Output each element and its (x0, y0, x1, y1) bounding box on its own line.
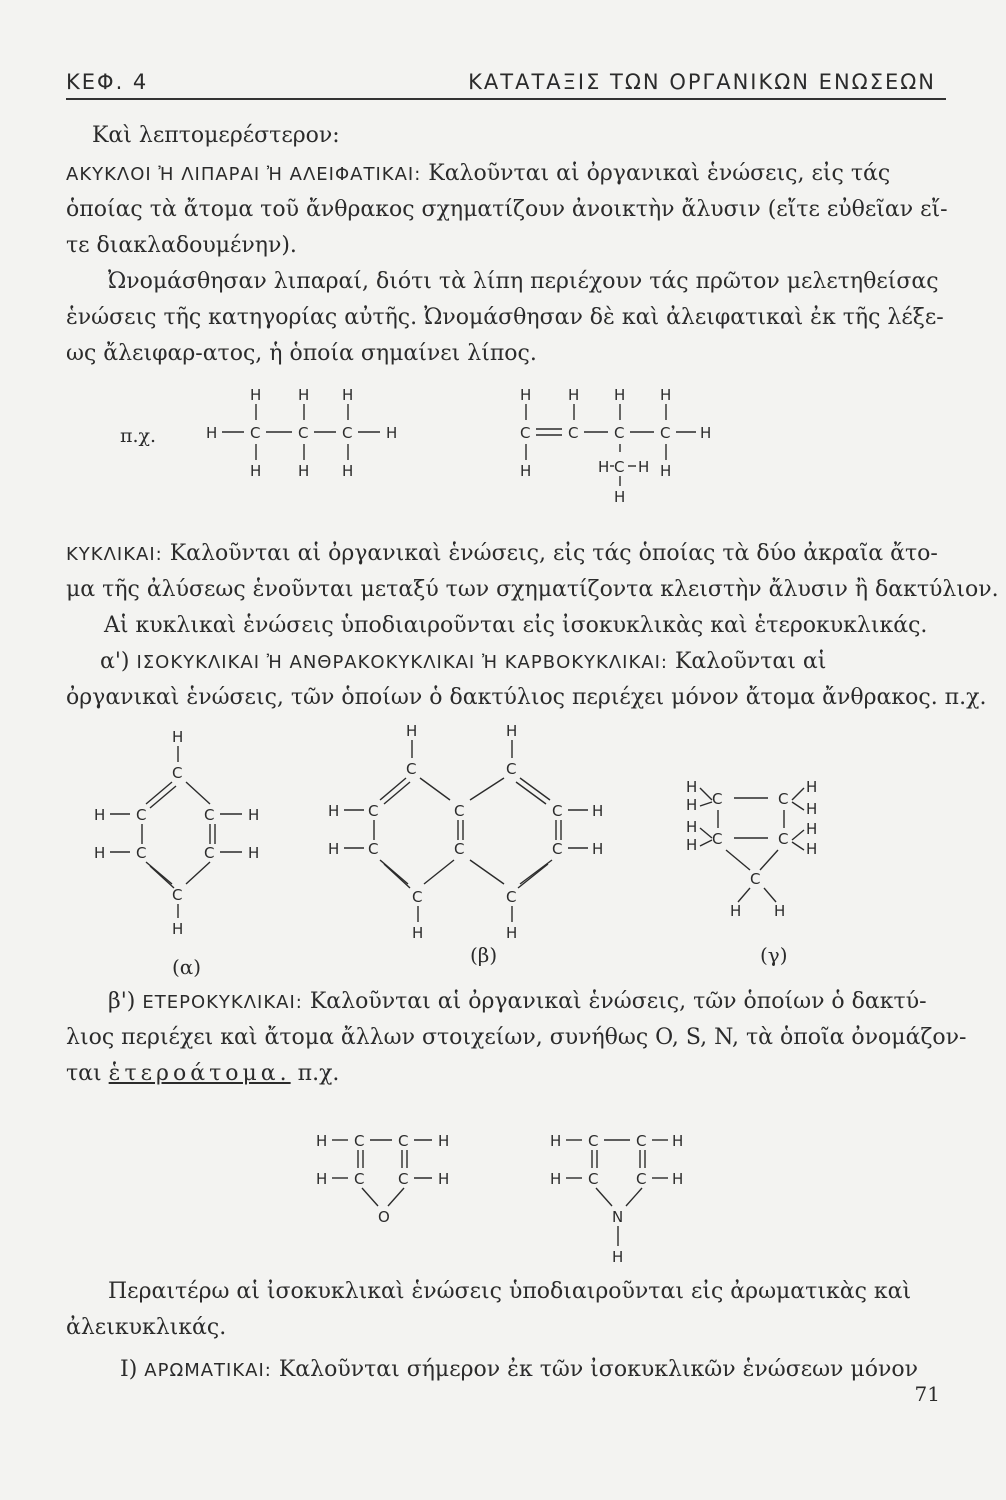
svg-text:H: H (438, 1132, 450, 1150)
page-number: 71 (914, 1382, 940, 1406)
svg-text:H: H (438, 1170, 450, 1188)
svg-text:C: C (506, 888, 517, 906)
benzene-formula (80, 720, 290, 950)
svg-text:H: H (592, 840, 604, 858)
svg-text:H: H (412, 924, 424, 942)
svg-text:C: C (506, 760, 517, 778)
svg-text:H: H (342, 462, 354, 480)
svg-text:N: N (612, 1208, 624, 1226)
svg-text:H: H (316, 1132, 328, 1150)
svg-text:H: H (672, 1132, 684, 1150)
cyclic-heading: ΚΥΚΛΙΚΑΙ: (66, 544, 163, 565)
svg-text:C: C (368, 840, 379, 858)
svg-text:H: H (506, 924, 518, 942)
svg-text:H: H (328, 840, 340, 858)
cyclo-formula (680, 770, 850, 930)
propane-atoms (206, 386, 397, 480)
pyrrole-formula (530, 1122, 710, 1272)
svg-text:C: C (712, 830, 723, 848)
svg-text:H: H (686, 796, 698, 814)
svg-text:H: H (672, 1170, 684, 1188)
isocyclic-line-1 (100, 648, 826, 677)
svg-text:C: C (398, 1132, 409, 1150)
further-line-3 (120, 1356, 918, 1385)
svg-text:H: H (660, 386, 672, 404)
svg-text:C: C (750, 870, 761, 888)
svg-text:C: C (298, 424, 309, 442)
svg-text:C: C (588, 1170, 599, 1188)
svg-text:C: C (568, 424, 579, 442)
chapter-title: ΚΑΤΑΤΑΞΙΣ ΤΩΝ ΟΡΓΑΝΙΚΩΝ ΕΝΩΣΕΩΝ (468, 70, 936, 94)
aromatic-heading: ΑΡΩΜΑΤΙΚΑΙ: (144, 1360, 272, 1381)
svg-text:C: C (778, 830, 789, 848)
svg-text:H: H (316, 1170, 328, 1188)
cyclic-line-2: μα τῆς ἀλύσεως ἑνοῦνται μεταξύ των σχηματίζοντα κλειστὴν ἄλυσιν ἢ δακτύλιον. (66, 577, 999, 602)
intro-line: Καὶ λεπτομερέστερον: (92, 123, 340, 148)
svg-text:H: H (730, 902, 742, 920)
svg-text:C: C (412, 888, 423, 906)
cyclic-line-1-text: Καλοῦνται αἱ ὀργανικαὶ ἑνώσεις, εἰς τάς ὁποίας τὰ δύο ἀκραῖα ἄτο- (169, 541, 938, 566)
svg-text:C: C (398, 1170, 409, 1188)
svg-text:C: C (614, 458, 625, 476)
svg-text:H: H (686, 836, 698, 854)
svg-text:H: H (298, 462, 310, 480)
caption-a: (α) (172, 955, 202, 979)
svg-text:C: C (454, 802, 465, 820)
svg-text:H: H (806, 778, 818, 796)
svg-text:H: H (638, 458, 650, 476)
svg-text:C: C (368, 802, 379, 820)
svg-text:H: H (806, 800, 818, 818)
acyclic-line-4: Ὠνομάσθησαν λιπαραί, διότι τὰ λίπη περιέχουν τάς πρῶτον μελετηθείσας (108, 269, 939, 294)
branched-alkene-formula (500, 380, 740, 510)
svg-text:C: C (250, 424, 261, 442)
svg-text:H: H (614, 488, 626, 506)
svg-text:C: C (588, 1132, 599, 1150)
svg-text:C: C (552, 802, 563, 820)
svg-text:C: C (552, 840, 563, 858)
propane-formula (190, 380, 430, 490)
svg-text:C: C (172, 764, 183, 782)
svg-text:C: C (354, 1170, 365, 1188)
svg-text:H: H (686, 818, 698, 836)
heterocyclic-line-3 (66, 1060, 339, 1088)
svg-text:C: C (614, 424, 625, 442)
acyclic-line-6: ως ἄλειφαρ-ατος, ἡ ὁποία σημαίνει λίπος. (66, 341, 537, 366)
acyclic-line-3: τε διακλαδουμένην). (66, 233, 297, 258)
svg-text:C: C (520, 424, 531, 442)
svg-text:H: H (686, 778, 698, 796)
svg-text:H: H (248, 806, 260, 824)
isocyclic-heading: ΙΣΟΚΥΚΛΙΚΑΙ Ἠ ΑΝΘΡΑΚΟΚΥΚΛΙΚΑΙ Ἠ ΚΑΡΒΟΚΥΚΛΙΚΑΙ: (136, 652, 668, 673)
svg-text:H: H (386, 424, 398, 442)
heterocyclic-heading: ΕΤΕΡΟΚΥΚΛΙΚΑΙ: (142, 992, 303, 1013)
aromatic-label: Ι) (120, 1357, 138, 1382)
acyclic-line-2: ὁποίας τὰ ἄτομα τοῦ ἄνθρακος σχηματίζουν ἀνοικτὴν ἄλυσιν (εἴτε εὐθεῖαν εἴ- (66, 197, 948, 222)
svg-text:H: H (774, 902, 786, 920)
heterocyclic-line-3-pre: ται (66, 1061, 102, 1086)
svg-text:C: C (354, 1132, 365, 1150)
svg-text:C: C (136, 806, 147, 824)
heterocyclic-line-1 (108, 988, 927, 1017)
further-line-2: ἀλεικυκλικάς. (66, 1315, 227, 1340)
furan-formula (300, 1122, 480, 1242)
svg-text:C: C (172, 886, 183, 904)
svg-text:C: C (636, 1132, 647, 1150)
svg-text:H: H (506, 722, 518, 740)
isocyclic-line-2: ὀργανικαὶ ἑνώσεις, τῶν ὁποίων ὁ δακτύλιος περιέχει μόνον ἄτομα ἄνθρακος. π.χ. (66, 685, 987, 710)
svg-text:C: C (136, 844, 147, 862)
svg-text:C: C (778, 790, 789, 808)
svg-text:C: C (204, 806, 215, 824)
svg-text:H: H (328, 802, 340, 820)
naphthalene-formula (320, 720, 620, 950)
svg-text:H: H (172, 728, 184, 746)
svg-text:H: H (592, 802, 604, 820)
svg-text:H: H (94, 844, 106, 862)
svg-text:C: C (342, 424, 353, 442)
svg-text:H: H (406, 722, 418, 740)
svg-text:H: H (520, 462, 532, 480)
cyclic-line-1 (66, 540, 938, 569)
svg-text:H: H (550, 1170, 562, 1188)
isocyclic-label: α') (100, 649, 130, 674)
svg-text:C: C (712, 790, 723, 808)
svg-text:H: H (250, 462, 262, 480)
svg-text:C: C (406, 760, 417, 778)
svg-text:H: H (250, 386, 262, 404)
svg-text:C: C (454, 840, 465, 858)
acyclic-line-5: ἑνώσεις τῆς κατηγορίας αὐτῆς. Ὠνομάσθησαν δὲ καὶ ἀλειφατικαὶ ἐκ τῆς λέξε- (66, 305, 944, 330)
svg-text:C: C (660, 424, 671, 442)
svg-text:H: H (806, 820, 818, 838)
heterocyclic-line-2: λιος περιέχει καὶ ἄτομα ἄλλων στοιχείων, συνήθως O, S, N, τὰ ὁποῖα ὀνομάζον- (66, 1025, 967, 1050)
heterocyclic-label: β') (108, 989, 136, 1014)
svg-text:H: H (614, 386, 626, 404)
page-header (66, 62, 946, 100)
acyclic-line-1-text: Καλοῦνται αἱ ὀργανικαὶ ἑνώσεις, εἰς τάς (428, 161, 891, 186)
heteroatom-term: ἑτεροάτομα. (108, 1061, 291, 1086)
svg-text:H: H (550, 1132, 562, 1150)
svg-text:H: H (660, 462, 672, 480)
further-line-1: Περαιτέρω αἱ ἰσοκυκλικαὶ ἑνώσεις ὑποδιαιροῦνται εἰς ἀρωματικὰς καὶ (108, 1279, 912, 1304)
heterocyclic-line-1-text: Καλοῦνται αἱ ὀργανικαὶ ἑνώσεις, τῶν ὁποίων ὁ δακτύ- (309, 989, 927, 1014)
further-line-3-text: Καλοῦνται σήμερον ἐκ τῶν ἰσοκυκλικῶν ἑνώσεων μόνον (278, 1357, 918, 1382)
acyclic-line-1 (66, 160, 890, 189)
acyclic-eg-label: π.χ. (120, 425, 157, 447)
svg-text:H: H (206, 424, 218, 442)
acyclic-heading: ΑΚΥΚΛΟΙ Ἠ ΛΙΠΑΡΑΙ Ἠ ΑΛΕΙΦΑΤΙΚΑΙ: (66, 164, 422, 185)
svg-text:H: H (172, 920, 184, 938)
caption-c: (γ) (760, 943, 788, 967)
svg-text:H: H (612, 1248, 624, 1266)
svg-text:H: H (568, 386, 580, 404)
svg-text:C: C (204, 844, 215, 862)
svg-text:H: H (700, 424, 712, 442)
isocyclic-line-1-text: Καλοῦνται αἱ (674, 649, 827, 674)
cyclic-line-3: Αἱ κυκλικαὶ ἑνώσεις ὑποδιαιροῦνται εἰς ἰσοκυκλικὰς καὶ ἑτεροκυκλικάς. (104, 613, 928, 638)
svg-text:O: O (378, 1208, 390, 1226)
svg-text:H: H (342, 386, 354, 404)
svg-text:H: H (598, 458, 610, 476)
heterocyclic-line-3-post: π.χ. (297, 1061, 340, 1086)
svg-text:H: H (298, 386, 310, 404)
svg-text:H: H (806, 840, 818, 858)
svg-text:H: H (248, 844, 260, 862)
caption-b: (β) (470, 943, 498, 967)
svg-text:C: C (636, 1170, 647, 1188)
svg-text:H: H (520, 386, 532, 404)
chapter-label: ΚΕΦ. 4 (66, 70, 149, 94)
svg-text:H: H (94, 806, 106, 824)
